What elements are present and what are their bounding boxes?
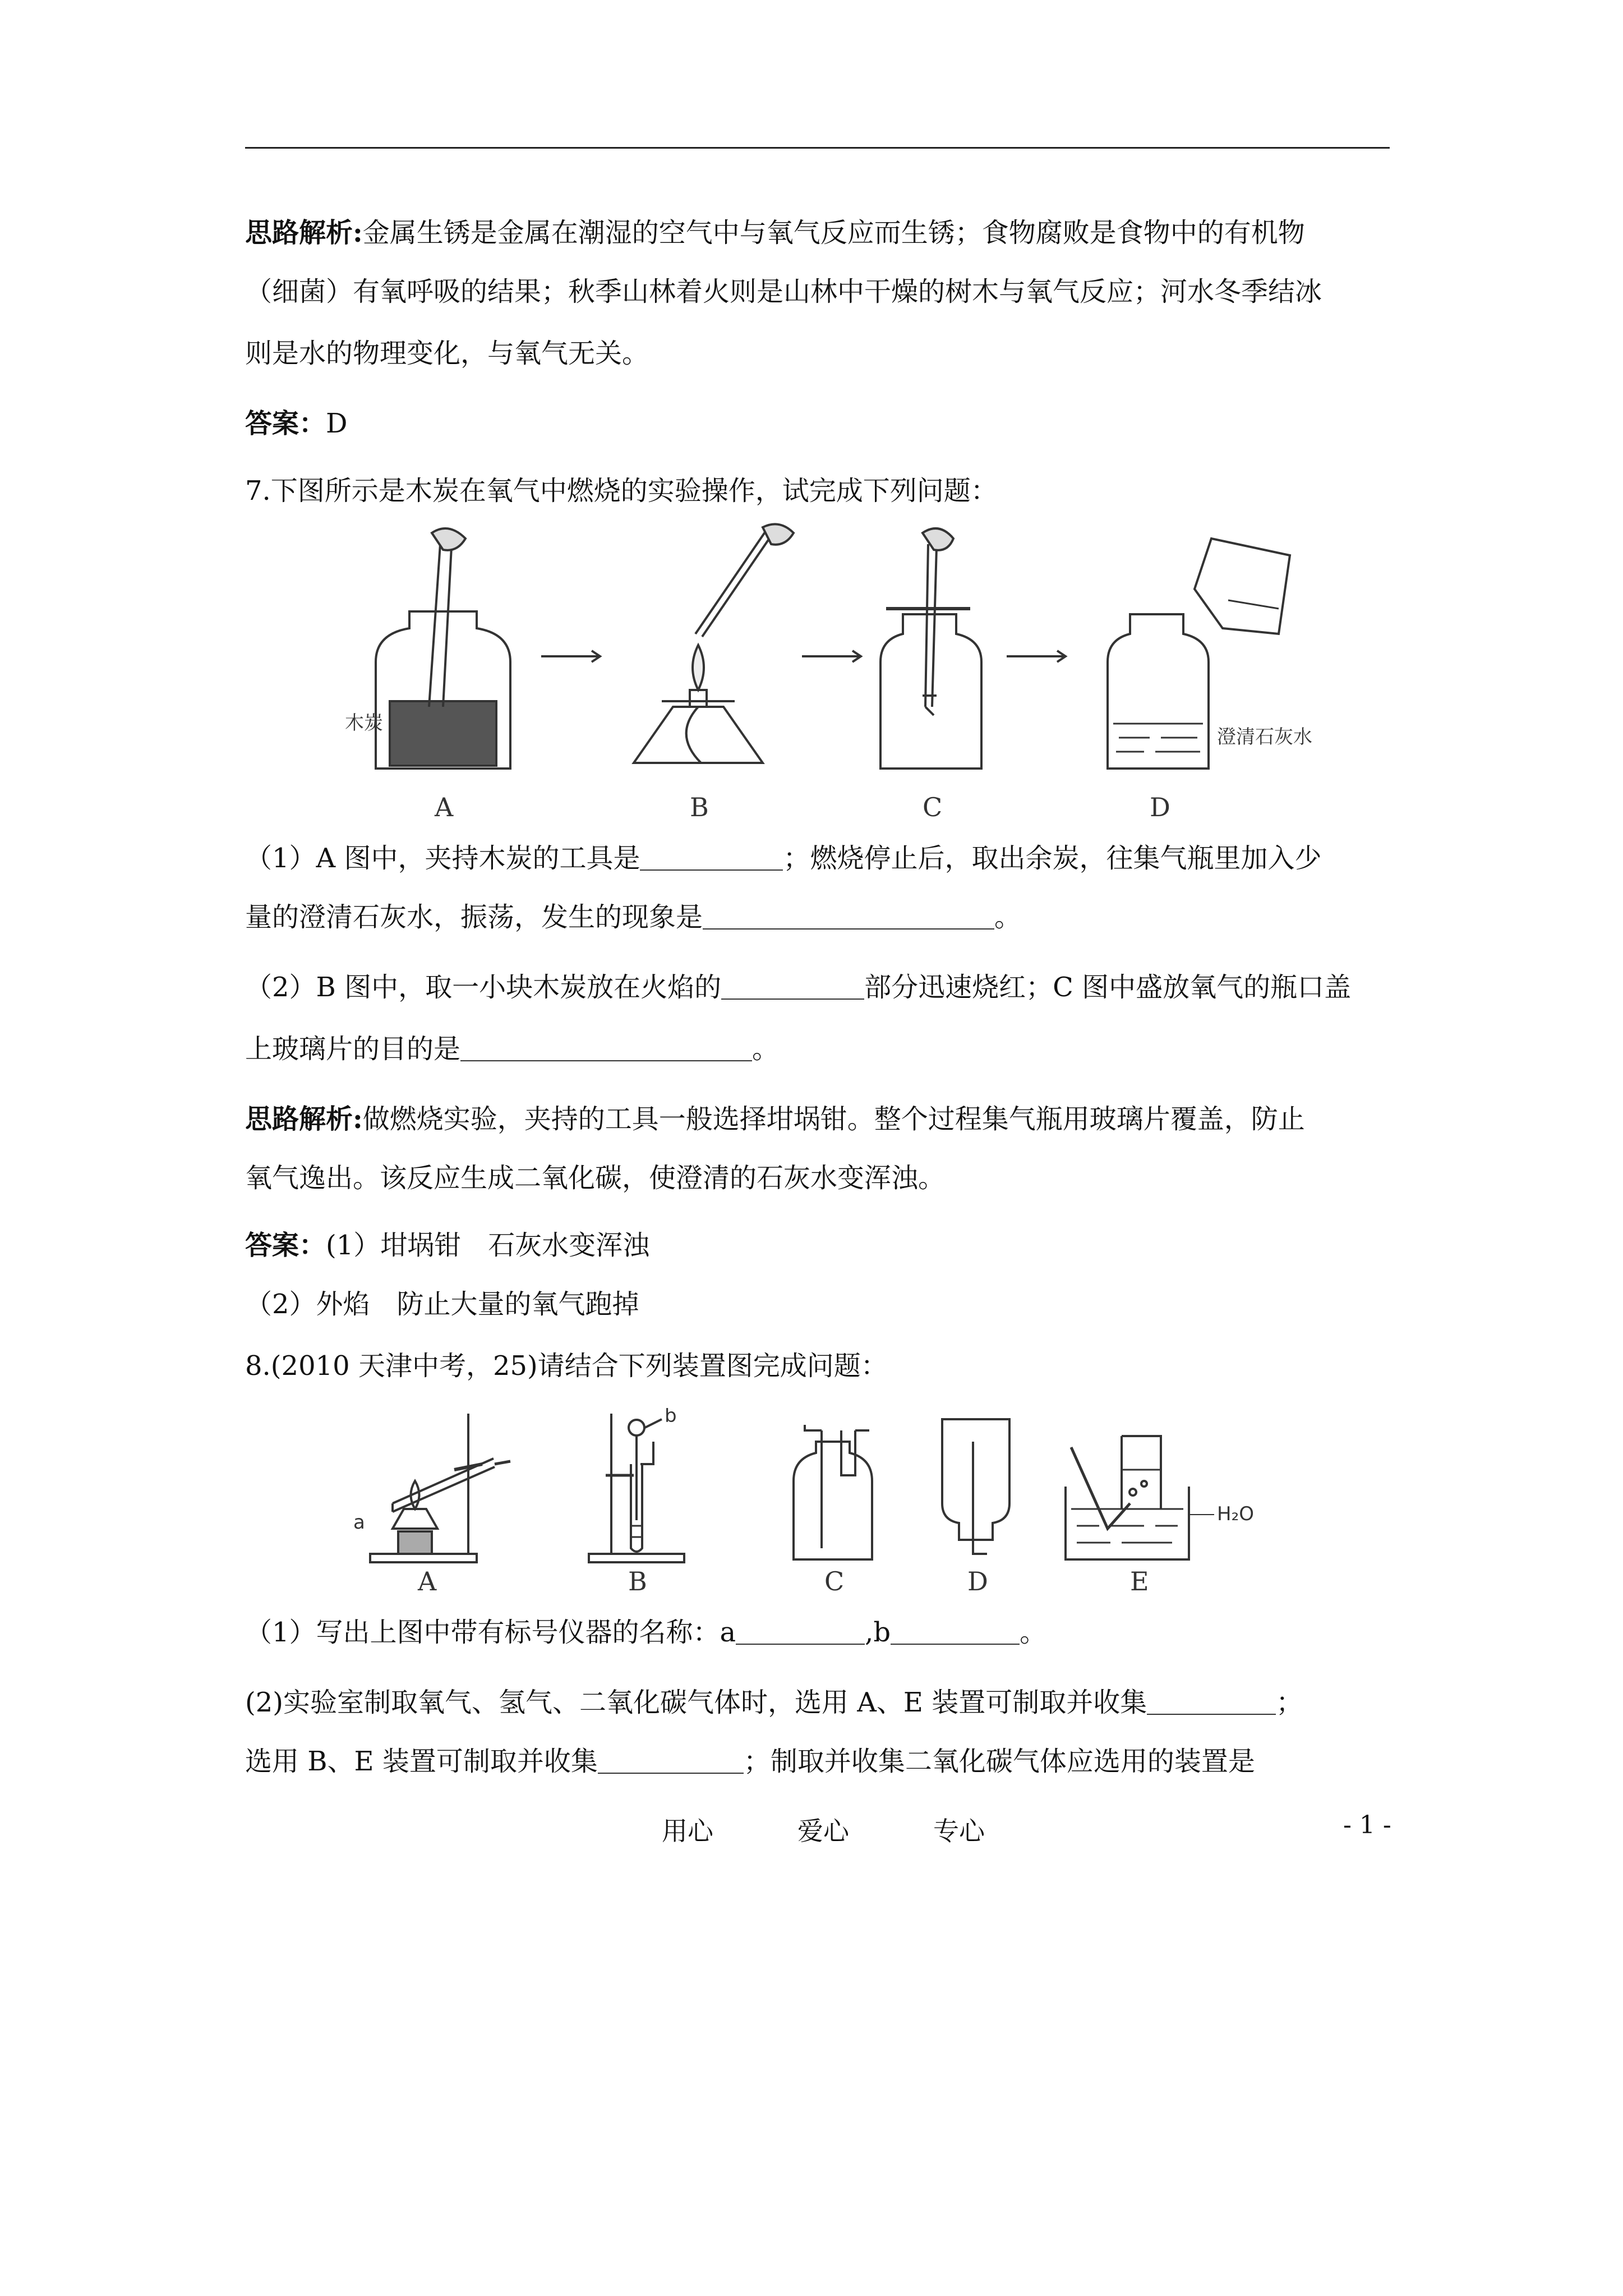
- header-rule: [245, 147, 1390, 149]
- figure2-label-a: A: [418, 1566, 437, 1593]
- text-line: （2）外焰 防止大量的氧气跑掉: [245, 1289, 639, 1320]
- figure-gas-apparatus: [348, 1408, 1290, 1593]
- answer-blank: [721, 972, 864, 1000]
- figure2-label-e: E: [1130, 1566, 1149, 1593]
- answer-label: 答案：: [245, 408, 326, 439]
- question-8-1: （1）写出上图中带有标号仪器的名称：a ,b 。: [245, 1617, 1047, 1648]
- text-line: 氧气逸出。该反应生成二氧化碳，使澄清的石灰水变浑浊。: [245, 1162, 946, 1194]
- answer-blank: [703, 901, 994, 930]
- figure-charcoal-experiment: [336, 522, 1324, 825]
- water-label: H₂O: [1217, 1503, 1254, 1525]
- question-7-1-line2: 量的澄清石灰水，振荡，发生的现象是 。: [245, 901, 1022, 933]
- answer-blank: [460, 1033, 752, 1061]
- mark-b: b: [665, 1408, 677, 1427]
- figure2-label-b: B: [628, 1566, 647, 1593]
- question-8-2-line2: 选用 B、E 装置可制取并收集 ；制取并收集二氧化碳气体应选用的装置是: [245, 1746, 1255, 1777]
- question-7-1-line1: （1）A 图中，夹持木炭的工具是 ；燃烧停止后，取出余炭，往集气瓶里加入少: [245, 843, 1322, 874]
- figure2-label-d: D: [967, 1566, 988, 1593]
- question-7: 7.下图所示是木炭在氧气中燃烧的实验操作，试完成下列问题：: [245, 475, 998, 507]
- figure1-label-d: D: [1150, 792, 1170, 822]
- figure1-label-b: B: [690, 792, 709, 822]
- answer-blank: [891, 1617, 1020, 1645]
- text-line: 则是水的物理变化，与氧气无关。: [245, 338, 649, 369]
- answer-label: 答案：: [245, 1230, 326, 1261]
- question-8-2-line1: (2)实验室制取氧气、氢气、二氧化碳气体时，选用 A、E 装置可制取并收集 ；: [245, 1687, 1303, 1718]
- question-7-2-line1: （2）B 图中，取一小块木炭放在火焰的 部分迅速烧红；C 图中盛放氧气的瓶口盖: [245, 972, 1352, 1003]
- text-line: 思路解析:金属生锈是金属在潮湿的空气中与氧气反应而生锈；食物腐败是食物中的有机物: [245, 217, 1305, 249]
- footer-item: 用心: [662, 1816, 713, 1846]
- text-line: 答案：(1）坩埚钳 石灰水变浑浊: [245, 1230, 650, 1261]
- answer-blank: [1147, 1687, 1276, 1715]
- footer-item: 爱心: [797, 1816, 849, 1846]
- charcoal-experiment-svg: [336, 522, 1324, 825]
- figure2-label-c: C: [824, 1566, 845, 1593]
- charcoal-label: 木炭: [345, 712, 383, 734]
- figure1-label-a: A: [435, 792, 454, 822]
- text-line: 思路解析:做燃烧实验，夹持的工具一般选择坩埚钳。整个过程集气瓶用玻璃片覆盖，防止: [245, 1103, 1305, 1135]
- limewater-label: 澄清石灰水: [1217, 726, 1312, 748]
- question-8: 8.(2010 天津中考，25)请结合下列装置图完成问题：: [245, 1350, 888, 1382]
- answer-blank: [640, 843, 783, 871]
- gas-apparatus-svg: [348, 1408, 1290, 1593]
- answer-blank: [736, 1617, 865, 1645]
- mark-a: a: [353, 1511, 365, 1534]
- text-line: （细菌）有氧呼吸的结果；秋季山林着火则是山林中干燥的树木与氧气反应；河水冬季结冰: [245, 276, 1322, 307]
- figure1-label-c: C: [923, 792, 943, 822]
- page-number: - 1 -: [1343, 1811, 1391, 1839]
- text-line: 答案：D: [245, 408, 348, 439]
- footer-item: 专心: [933, 1816, 985, 1846]
- footer-slogan: [662, 1811, 1069, 1848]
- question-7-2-line2: 上玻璃片的目的是 。: [245, 1033, 780, 1065]
- analysis-label: 思路解析:: [245, 1103, 363, 1135]
- answer-blank: [598, 1746, 744, 1774]
- analysis-label: 思路解析:: [245, 217, 363, 249]
